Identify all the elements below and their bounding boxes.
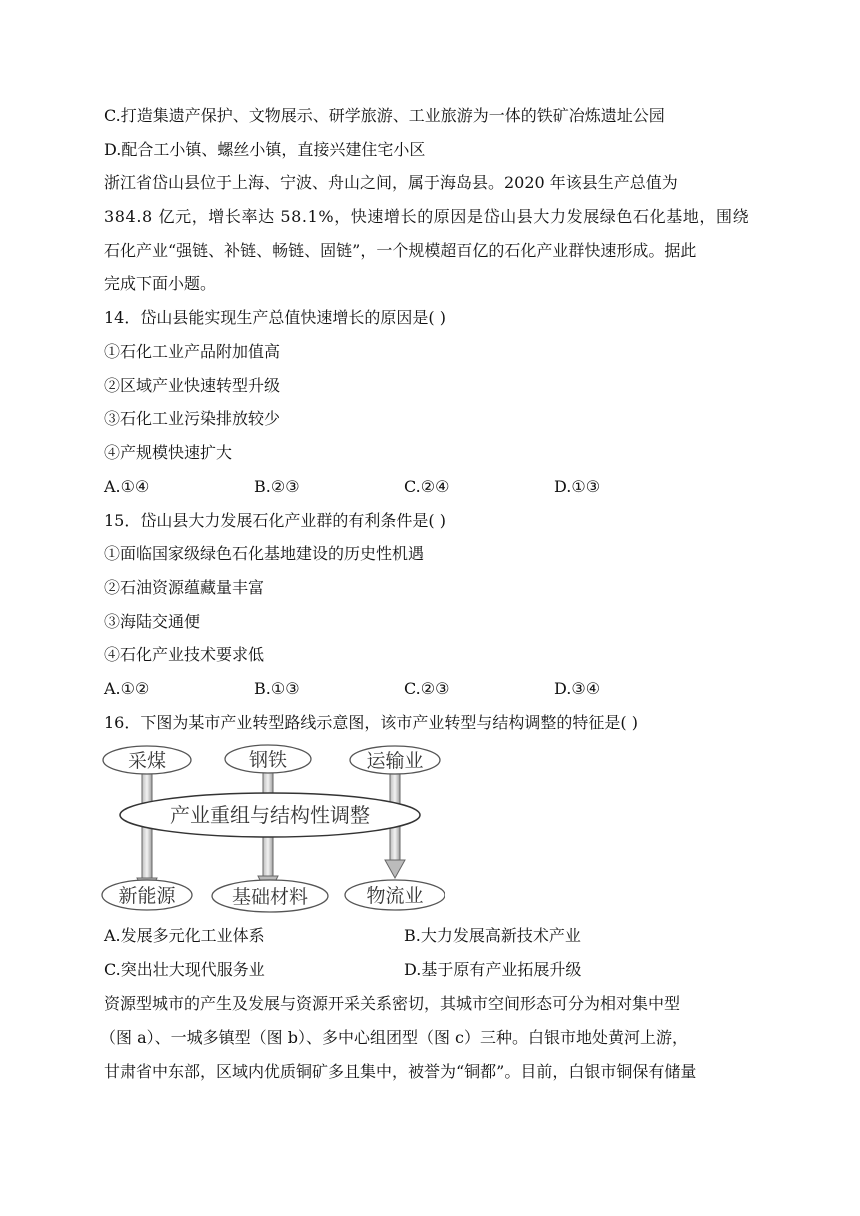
node-label: 采煤 [127, 750, 167, 772]
node-label: 物流业 [366, 885, 424, 907]
node-label: 基础材料 [231, 886, 309, 908]
question-15-option-c: C.②③ [404, 679, 450, 698]
question-15-option-a: A.①② [104, 679, 150, 698]
passage-1-line-2: 384.8 亿元，增长率达 58.1%，快速增长的原因是岱山县大力发展绿色石化基地，围绕 [104, 207, 750, 226]
node-basic-materials [212, 880, 328, 912]
question-14-option-a: A.①④ [104, 477, 150, 496]
center-label: 产业重组与结构性调整 [170, 803, 370, 827]
passage-2-line-3: 甘肃省中东部，区域内优质铜矿多且集中，被誉为“铜都”。目前，白银市铜保有储量 [104, 1062, 697, 1081]
question-16-stem: 16．下图为某市产业转型路线示意图，该市产业转型与结构调整的特征是( ) [104, 713, 638, 732]
industry-transformation-diagram [100, 740, 445, 915]
question-14-stem: 14．岱山县能实现生产总值快速增长的原因是( ) [104, 308, 446, 327]
question-14-option-d: D.①③ [554, 477, 601, 496]
node-logistics [345, 880, 445, 910]
question-15-option-b: B.①③ [254, 679, 300, 698]
node-label: 钢铁 [248, 749, 288, 771]
question-14-item: ④产规模快速扩大 [104, 443, 233, 462]
question-14-item: ①石化工业产品附加值高 [104, 342, 281, 361]
option-c-text: C.打造集遗产保护、文物展示、研学旅游、工业旅游为一体的铁矿冶炼遗址公园 [104, 106, 665, 125]
question-15-stem: 15．岱山县大力发展石化产业群的有利条件是( ) [104, 511, 446, 530]
passage-1-line-3: 石化产业“强链、补链、畅链、固链”，一个规模超百亿的石化产业群快速形成。据此 [104, 241, 697, 260]
question-15-option-d: D.③④ [554, 679, 601, 698]
node-label: 新能源 [118, 885, 176, 907]
arrow-icon [137, 770, 157, 898]
node-label: 运输业 [366, 750, 424, 772]
question-16-option-b: B.大力发展高新技术产业 [404, 926, 581, 945]
question-15-item: ②石油资源蕴藏量丰富 [104, 578, 265, 597]
question-16-option-c: C.突出壮大现代服务业 [104, 960, 265, 979]
question-15-item: ①面临国家级绿色石化基地建设的历史性机遇 [104, 544, 425, 563]
passage-1-line-4: 完成下面小题。 [104, 274, 217, 293]
question-14-item: ③石化工业污染排放较少 [104, 409, 281, 428]
node-restructuring [120, 793, 420, 837]
question-14-item: ②区域产业快速转型升级 [104, 376, 281, 395]
question-16-option-d: D.基于原有产业拓展升级 [404, 960, 582, 979]
question-14-option-b: B.②③ [254, 477, 300, 496]
node-transport [350, 746, 440, 774]
node-coal-mining [103, 746, 191, 774]
passage-2-line-1: 资源型城市的产生及发展与资源开采关系密切，其城市空间形态可分为相对集中型 [104, 994, 681, 1013]
option-d-text: D.配合工小镇、螺丝小镇，直接兴建住宅小区 [104, 140, 426, 159]
question-15-item: ③海陆交通便 [104, 612, 201, 631]
passage-2-line-2: （图 a）、一城多镇型（图 b）、多中心组团型（图 c）三种。白银市地处黄河上游， [100, 1028, 689, 1047]
passage-1-line-1: 浙江省岱山县位于上海、宁波、舟山之间，属于海岛县。2020 年该县生产总值为 [104, 173, 678, 192]
question-14-option-c: C.②④ [404, 477, 450, 496]
question-16-option-a: A.发展多元化工业体系 [104, 926, 265, 945]
node-steel [225, 745, 311, 773]
node-new-energy [102, 880, 192, 910]
question-15-item: ④石化产业技术要求低 [104, 645, 265, 664]
